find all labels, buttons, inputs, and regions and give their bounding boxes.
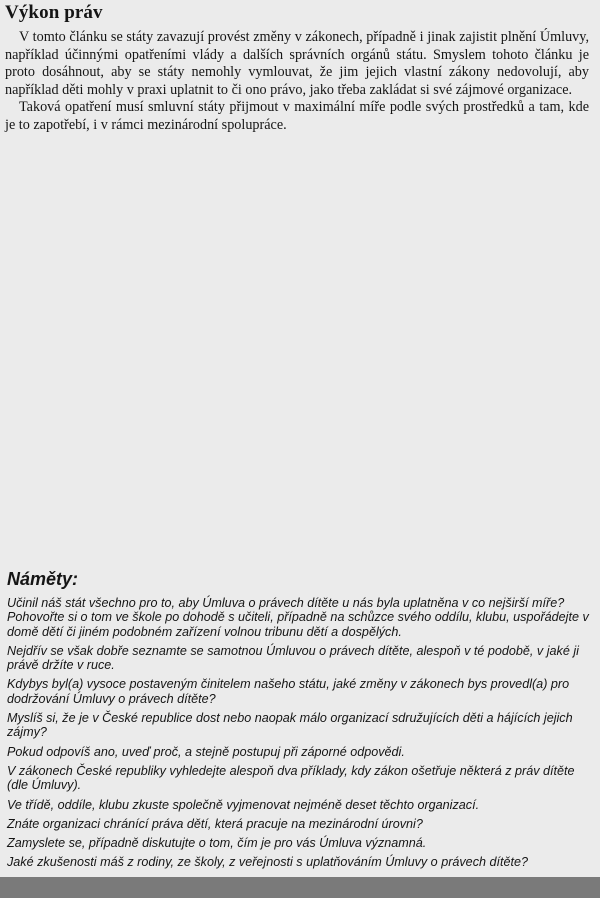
suggestion-item: Nejdřív se však dobře seznamte se samotnou Úmluvou o právech dítěte, alespoň v té podobě, v jaké ji právě držíte v ruce. [7,643,579,673]
section-heading: Výkon práv [5,2,103,23]
suggestion-item: Ve třídě, oddíle, klubu zkuste společně vyjmenovat nejméně deset těchto organizací. [7,797,480,812]
suggestion-item: Myslíš si, že je v České republice dost nebo naopak málo organizací sdružujících děti a hájících jejich zájmy? [7,711,573,740]
suggestion-item: Kdybys byl(a) vysoce postaveným činitelem našeho státu, jaké změny v zákonech bys provedl(a) pro dodržování Úmluvy o právech dítěte? [7,677,570,706]
article-paragraph-2: Taková opatření musí smluvní státy přijmout v maximální míře podle svých prostředků a tam, kde je to zapotřebí, i v rámci mezinárodní spolupráce. [5,99,589,133]
article-paragraph-1: V tomto článku se státy zavazují provést změny v zákonech, případně i jinak zajistit plnění Úmluvy, například účinnými opatřeními vlády a dalších správních orgánů státu. Smyslem tohoto článku je proto dosáhnout, aby se státy nemohly vymlouvat, že jim jejich vlastní zákony nedovolují, aby například děti mohly v praxi uplatnit to či ono právo, jako třeba zakládat si své zájmové organizace. [5,29,589,98]
bottom-bar [0,877,600,898]
suggestions-list [7,596,591,875]
suggestion-item: Pokud odpovíš ano, uveď proč, a stejně postupuj při záporné odpovědi. [7,744,405,759]
suggestion-item: V zákonech České republiky vyhledejte alespoň dva příklady, kdy zákon ošetřuje některá z práv dítěte (dle Úmluvy). [7,763,575,793]
suggestion-item: Jaké zkušenosti máš z rodiny, ze školy, z veřejnosti s uplatňováním Úmluvy o právech dítěte? [7,855,529,870]
suggestion-item: Znáte organizaci chránící práva dětí, která pracuje na mezinárodní úrovni? [7,816,423,831]
suggestions-title: Náměty: [7,569,79,589]
article-body [5,29,589,134]
suggestion-item: Učinil náš stát všechno pro to, aby Úmluva o právech dítěte u nás byla uplatněna v co nejširší míře? Pohovořte si o tom ve škole po dohodě s učiteli, případně na schůzce svého oddílu, klubu, uspořádejte v domě dětí či jiném podobném zařízení volnou tribunu dětí a dospělých. [7,596,589,639]
suggestion-item: Zamyslete se, případně diskutujte o tom, čím je pro vás Úmluva významná. [7,836,427,851]
